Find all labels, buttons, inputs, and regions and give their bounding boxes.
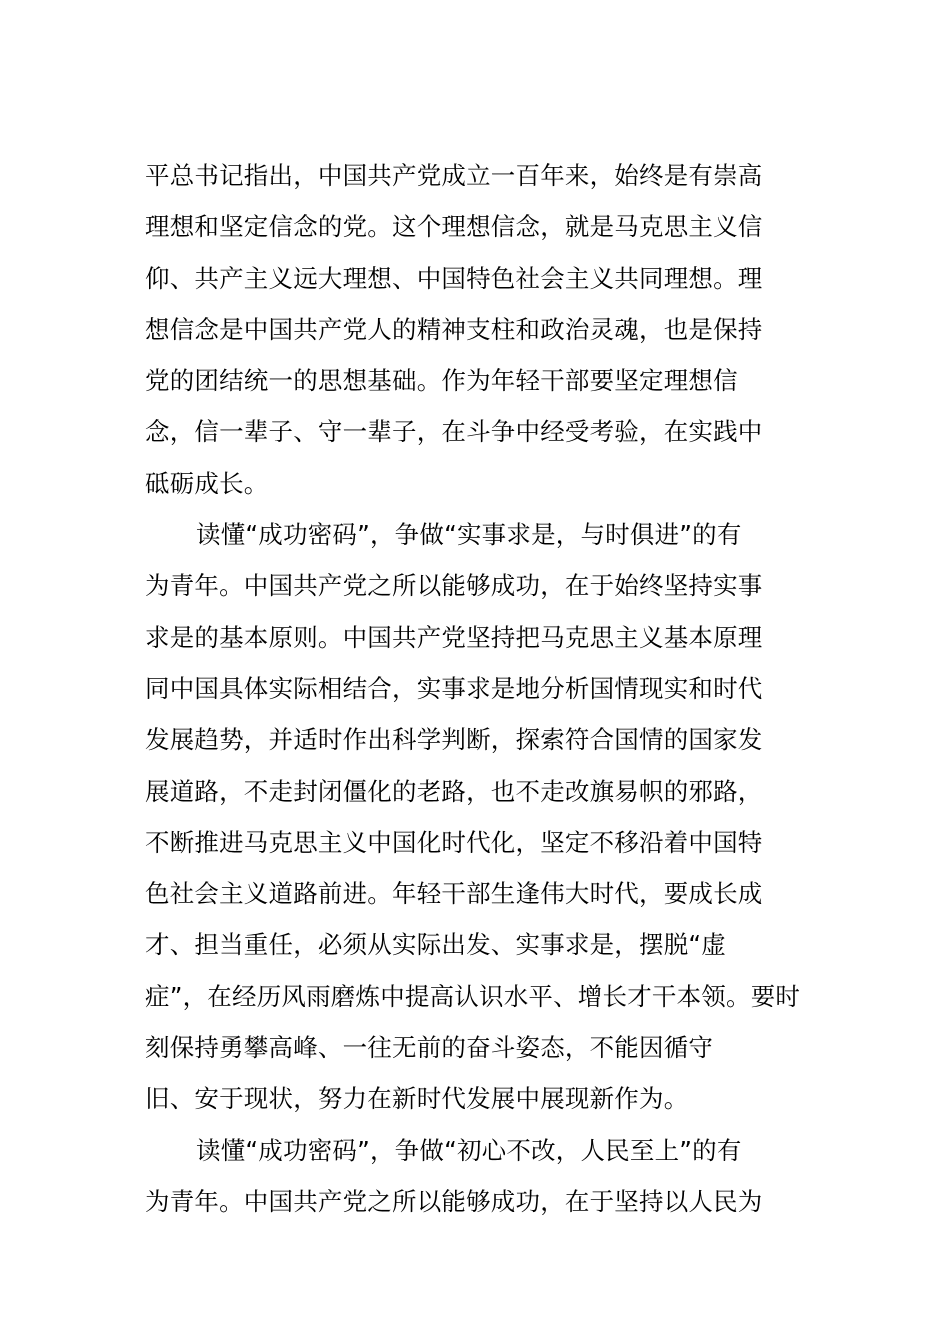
text-line: 不断推进马克思主义中国化时代化，坚定不移沿着中国特 — [145, 827, 763, 857]
text-line: 色社会主义道路前进。年轻干部生逢伟大时代，要成长成 — [145, 879, 763, 909]
text-line: 刻保持勇攀高峰、一往无前的奋斗姿态，不能因循守 — [145, 1033, 714, 1063]
text-line: 同中国具体实际相结合，实事求是地分析国情现实和时代 — [145, 673, 763, 703]
text-line: 为青年。中国共产党之所以能够成功，在于始终坚持实事 — [145, 571, 763, 601]
text-line: 仰、共产主义远大理想、中国特色社会主义共同理想。理 — [145, 263, 763, 293]
text-line: 求是的基本原则。中国共产党坚持把马克思主义基本原理 — [145, 622, 763, 652]
text-line: 为青年。中国共产党之所以能够成功，在于坚持以人民为 — [145, 1186, 763, 1216]
text-line: 理想和坚定信念的党。这个理想信念，就是马克思主义信 — [145, 212, 763, 242]
text-line: 才、担当重任，必须从实际出发、实事求是，摆脱“虚 — [145, 930, 726, 960]
paragraph-start-line: 读懂“成功密码”，争做“实事求是，与时俱进”的有 — [196, 520, 742, 550]
text-line: 发展趋势，并适时作出科学判断，探索符合国情的国家发 — [145, 725, 763, 755]
text-line: 想信念是中国共产党人的精神支柱和政治灵魂，也是保持 — [145, 314, 763, 344]
paragraph-start-line: 读懂“成功密码”，争做“初心不改，人民至上”的有 — [196, 1135, 742, 1165]
text-line: 展道路，不走封闭僵化的老路，也不走改旗易帜的邪路， — [145, 776, 763, 806]
text-line: 平总书记指出，中国共产党成立一百年来，始终是有崇高 — [145, 161, 763, 190]
text-line: 党的团结统一的思想基础。作为年轻干部要坚定理想信 — [145, 366, 738, 396]
text-line: 症”，在经历风雨磨炼中提高认识水平、增长才干本领。要时 — [145, 981, 801, 1011]
text-line: 砥砺成长。 — [145, 468, 269, 498]
text-line: 旧、安于现状，努力在新时代发展中展现新作为。 — [145, 1084, 689, 1114]
text-line: 念，信一辈子、守一辈子，在斗争中经受考验，在实践中 — [145, 417, 763, 447]
body-text — [145, 150, 805, 1227]
